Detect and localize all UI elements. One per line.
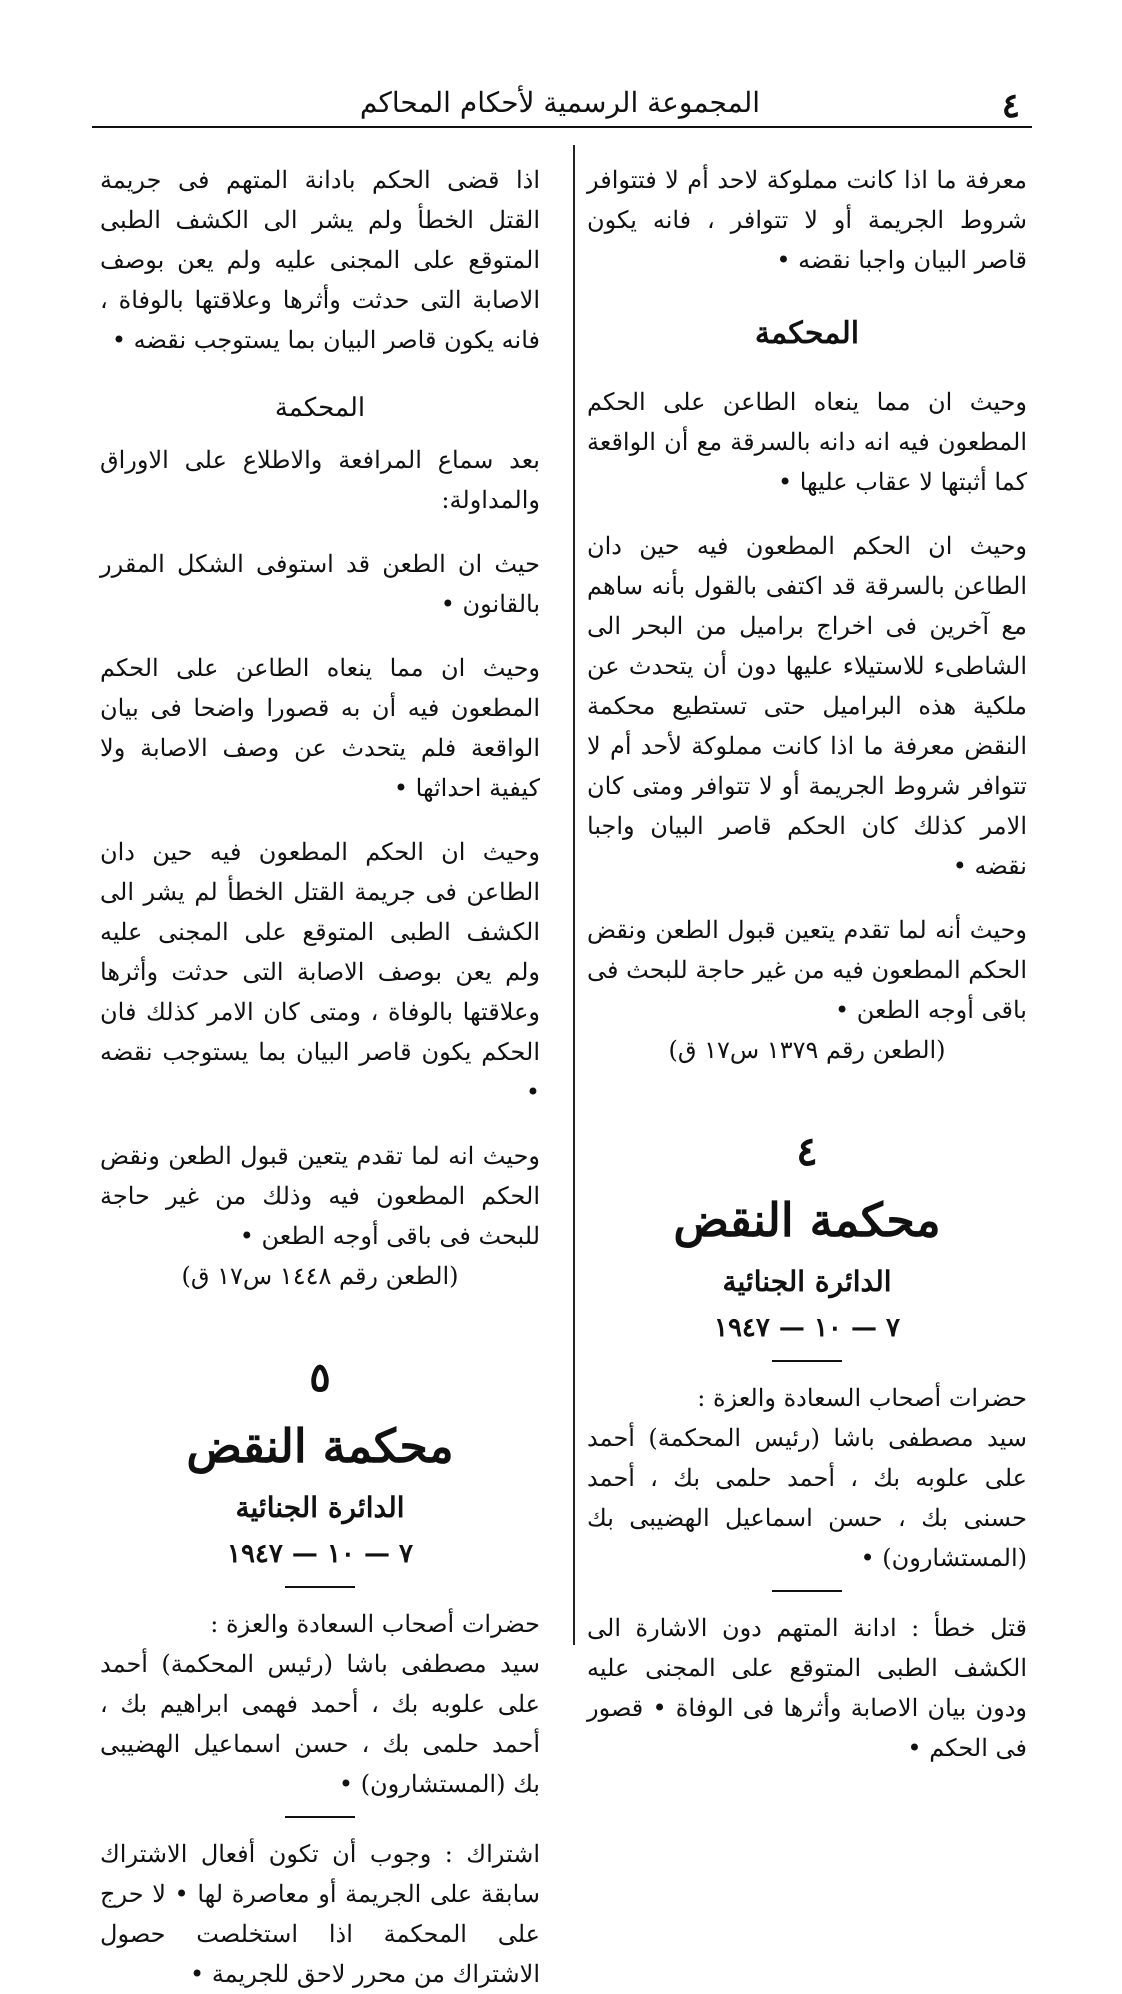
presence-line: حضرات أصحاب السعادة والعزة : xyxy=(210,1610,540,1638)
session-date: ٧ — ١٠ — ١٩٤٧ xyxy=(227,1539,413,1569)
presence-line: حضرات أصحاب السعادة والعزة : xyxy=(697,1384,1027,1412)
body-paragraph: وحيث ان مما ينعاه الطاعن على الحكم المطعون فيه أن به قصورا واضحا فى بيان الواقعة فلم يتحدث عن وصف الاصابة ولا كيفية احداثها • xyxy=(100,654,541,802)
case-summary: قتل خطأ : ادانة المتهم دون الاشارة الى الكشف الطبى المتوقع على المجنى عليه ودون بيان الاصابة وأثرها فى الوفاة • قصور فى الحكم • xyxy=(587,1614,1027,1762)
page-header xyxy=(90,78,1030,128)
session-date: ٧ — ١٠ — ١٩٤٧ xyxy=(714,1313,900,1343)
court-heading: المحكمة xyxy=(754,316,860,351)
body-paragraph: حيث ان الطعن قد استوفى الشكل المقرر بالقانون • xyxy=(100,550,540,618)
body-paragraph: وحيث ان الحكم المطعون فيه حين دان الطاعن بالسرقة قد اكتفى بالقول بأنه ساهم مع آخرين فى اخراج براميل من البحر الى الشاطىء للاستيلاء عليها دون أن يتحدث عن ملكية هذه البراميل حتى تستطيع محكمة النقض معرفة ما اذا كانت مملوكة لأحد أم لا تتوافر شروط الجريمة أو لا تتوافر ومتى كان الامر كذلك كان الحكم قاصر البيان واجبا نقضه • xyxy=(587,532,1027,880)
body-paragraph: وحيث انه لما تقدم يتعين قبول الطعن ونقض الحكم المطعون فيه وذلك من غير حاجة للبحث فى باقى أوجه الطعن • xyxy=(100,1142,540,1250)
circuit-name: الدائرة الجنائية xyxy=(235,1491,405,1524)
circuit-name: الدائرة الجنائية xyxy=(722,1265,892,1298)
judges-list: سيد مصطفى باشا (رئيس المحكمة) أحمد على علوبه بك ، أحمد حلمى بك ، أحمد حسنى بك ، حسن اسماعيل الهضيبى بك (المستشارون) • xyxy=(587,1424,1027,1572)
case-reference: (الطعن رقم ١٤٤٨ س١٧ ق) xyxy=(181,1262,459,1290)
column-divider xyxy=(573,145,575,1645)
body-paragraph: وحيث أنه لما تقدم يتعين قبول الطعن ونقض الحكم المطعون فيه من غير حاجة للبحث فى باقى أوجه الطعن • xyxy=(587,916,1027,1024)
body-paragraph: وحيث ان الحكم المطعون فيه حين دان الطاعن فى جريمة القتل الخطأ لم يشر الى الكشف الطبى المتوقع على المجنى عليه ولم يعن بوصف الاصابة التى حدثت وأثرها وعلاقتها بالوفاة ، ومتى كان الامر كذلك فان الحكم يكون قاصر البيان بما يستوجب نقضه • xyxy=(100,838,540,1106)
body-paragraph: وحيث ان مما ينعاه الطاعن على الحكم المطعون فيه انه دانه بالسرقة مع أن الواقعة كما أثبتها لا عقاب عليها • xyxy=(587,388,1027,496)
intro-paragraph: بعد سماع المرافعة والاطلاع على الاوراق والمداولة: xyxy=(100,446,540,514)
court-heading: المحكمة xyxy=(274,393,366,423)
court-name: محكمة النقض xyxy=(186,1419,454,1473)
header-rule xyxy=(92,126,1032,128)
court-name: محكمة النقض xyxy=(673,1193,941,1247)
case-summary: اشتراك : وجوب أن تكون أفعال الاشتراك سابقة على الجريمة أو معاصرة لها • لا حرج على المحكمة اذا استخلصت حصول الاشتراك من محرر لاحق للجريمة • xyxy=(100,1840,540,1988)
page-number: ٤ xyxy=(1001,86,1020,126)
case-number: ٥ xyxy=(309,1354,331,1401)
right-column xyxy=(587,160,1027,1768)
case-number: ٤ xyxy=(796,1128,818,1175)
running-title: المجموعة الرسمية لأحكام المحاكم xyxy=(359,86,761,119)
case-reference: (الطعن رقم ١٣٧٩ س١٧ ق) xyxy=(668,1036,946,1064)
left-column xyxy=(100,160,540,1994)
continuation-paragraph: اذا قضى الحكم بادانة المتهم فى جريمة القتل الخطأ ولم يشر الى الكشف الطبى المتوقع على المجنى عليه ولم يعن بوصف الاصابة التى حدثت وأثرها وعلاقتها بالوفاة ، فانه يكون قاصر البيان بما يستوجب نقضه • xyxy=(100,166,540,354)
judges-list: سيد مصطفى باشا (رئيس المحكمة) أحمد على علوبه بك ، أحمد فهمى ابراهيم بك ، أحمد حلمى بك ، حسن اسماعيل الهضيبى بك (المستشارون) • xyxy=(100,1650,540,1798)
divider xyxy=(285,1816,355,1818)
divider xyxy=(772,1590,842,1592)
divider xyxy=(772,1360,842,1362)
continuation-paragraph: معرفة ما اذا كانت مملوكة لاحد أم لا فتتوافر شروط الجريمة أو لا تتوافر ، فانه يكون قاصر البيان واجبا نقضه • xyxy=(587,166,1027,274)
divider xyxy=(285,1586,355,1588)
